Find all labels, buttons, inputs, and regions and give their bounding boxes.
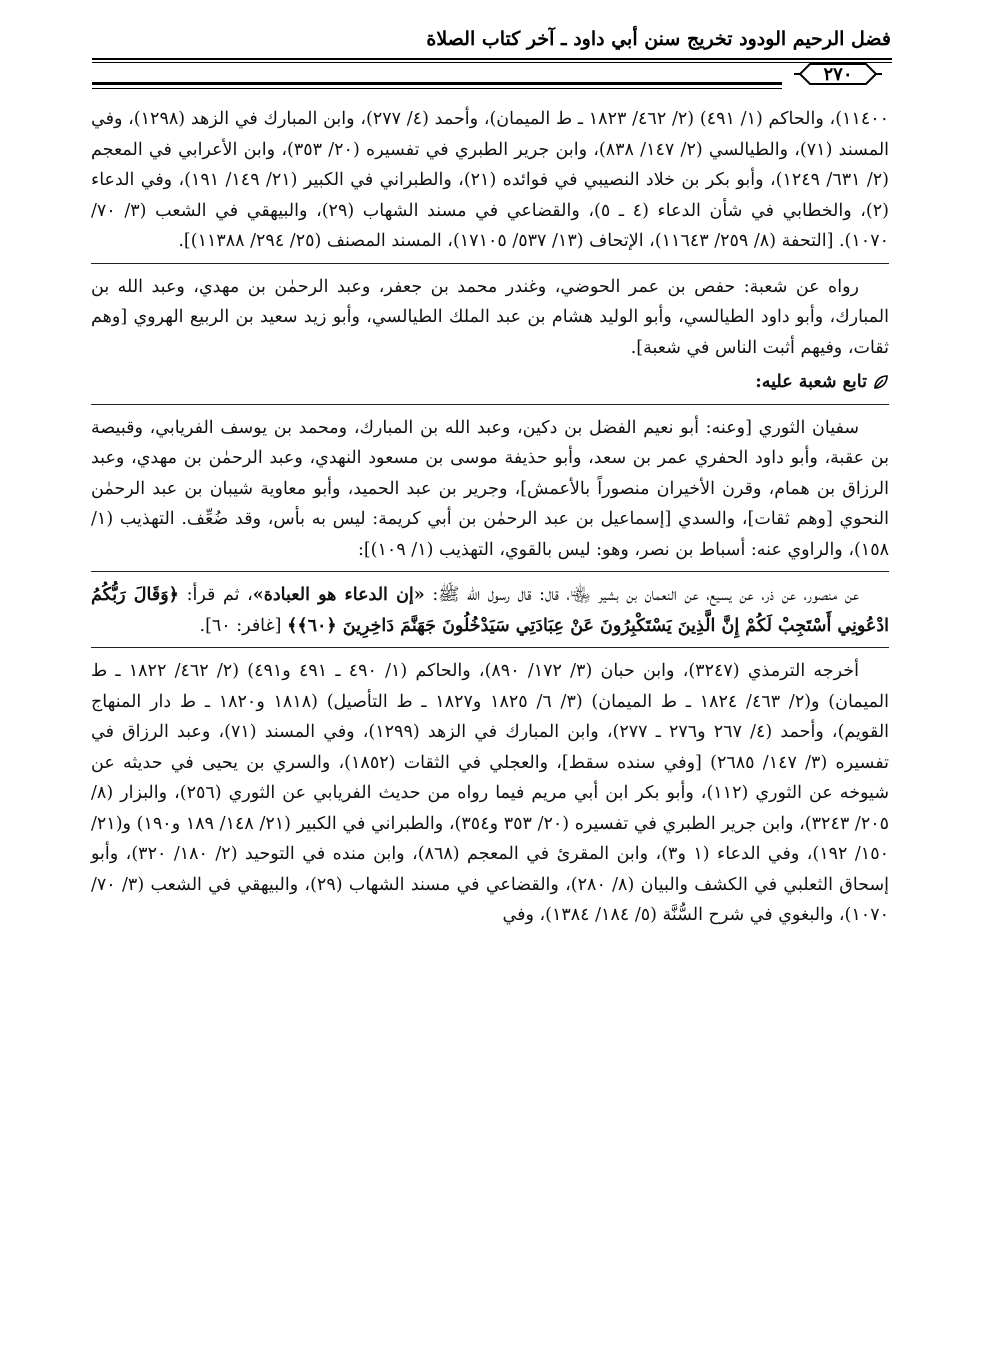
paragraph-sources-1: ١١٤٠٠)، والحاكم (١/ ٤٩١) (٢/ ٤٦٢/ ١٨٢٣ ـ ط الميمان)، وأحمد (٤/ ٢٧٧)، وابن المبارك في الزهد (١٢٩٨)، وفي المسند (٧١)، والطيالسي (٢/ ١٤٧/ ٨٣٨)، وابن جرير الطبري في تفسيره (٢٠/ ٣٥٣)، وابن الأعرابي في المعجم (٢/ ٦٣١/ ١٢٤٩)، وأبو بكر بن خلاد النصيبي في فوائده (٢١)، والطبراني في الكبير (٢١/ ١٤٩/ ١٩١)، وفي الدعاء (٢)، والخطابي في شأن الدعاء (٤ ـ ٥)، والقضاعي في مسند الشهاب (٢٩)، والبيهقي في الشعب (٣/ ٧٠/ ١٠٧٠). [التحفة (٨/ ٢٥٩/ ١١٦٤٣)، الإتحاف (١٣/ ٥٣٧/ ١٧١٠٥)، المسند المصنف (٢٥/ ٢٩٤/ ١١٣٨٨)]. <box>91 109 890 251</box>
follow-up-heading-text: تابع شعبة عليه: <box>755 372 867 392</box>
quran-verse: ﴿وَقَالَ رَبُّكُمُ ادْعُونِي أَسْتَجِبْ لَكُمْ إِنَّ الَّذِينَ يَسْتَكْبِرُونَ عَنْ عِبَادَتِي سَيَدْخُلُونَ جَهَنَّمَ دَاخِرِينَ ﴿٦٠﴾﴾ <box>91 585 889 636</box>
page-number-badge <box>792 60 884 88</box>
page-number: ٢٧٠ <box>823 63 853 85</box>
running-header-title: فضل الرحيم الودود تخريج سنن أبي داود ـ آخر كتاب الصلاة <box>426 28 891 50</box>
paragraph-sources-2: أخرجه الترمذي (٣٢٤٧)، وابن حبان (٣/ ١٧٢/ ٨٩٠)، والحاكم (١/ ٤٩٠ ـ ٤٩١ و٤٩١) (٢/ ٤٦٢/ ١٨٢٢ ـ ط الميمان) و(٢/ ٤٦٣/ ١٨٢٤ ـ ط الميمان) (٣/ ٦/ ١٨٢٥ و١٨٢٧ ـ ط التأصيل) (١٨١٨ و١٨٢٠ ـ ط دار المنهاج القويم)، وأحمد (٤/ ٢٦٧ و٢٧٦ ـ ٢٧٧)، وابن المبارك في الزهد (١٢٩٩)، وفي المسند (٧١)، وعبد الرزاق في تفسيره (٣/ ١٤٧/ ٢٦٨٥) [وفي سنده سقط]، والعجلي في الثقات (١٨٥٢)، والسري بن يحيى في حديثه عن شيوخه عن الثوري (١١٢)، وأبو بكر ابن أبي مريم فيما رواه من حديث الفريابي عن الثوري (٢٥٦)، والبزار (٨/ ٢٠٥/ ٣٢٤٣)، وابن جرير الطبري في تفسيره (٢٠/ ٣٥٣ و٣٥٤)، والطبراني في الكبير (٢١/ ١٤٨/ ١٨٩ و١٩٠) و(٢١/ ١٥٠/ ١٩٢)، وفي الدعاء (١ و٣)، وابن المقرئ في المعجم (٨٦٨)، وابن منده في التوحيد (٢/ ١٨٠/ ٣٢٠)، وأبو إسحاق الثعلبي في الكشف والبيان (٨/ ٢٨٠)، والقضاعي في مسند الشهاب (٢٩)، والبيهقي في الشعب (٣/ ٧٠/ ١٠٧٠)، والبغوي في شرح السُّنَّة (٥/ ١٨٤/ ١٣٨٤)، وفي <box>91 661 890 925</box>
page-body <box>91 104 889 931</box>
header-rule-thin <box>92 62 892 63</box>
hadith-chain: عن منصور، عن ذر، عن يسيع، عن النعمان بن بشير ﵄، قال: قال رسول الله ﷺ: <box>432 585 859 605</box>
follow-up-heading <box>91 367 889 398</box>
hadith-then-recited: ، ثم قرأ: <box>186 585 253 605</box>
header-rule <box>92 58 892 60</box>
section-divider <box>91 647 889 648</box>
quran-reference: [غافر: ٦٠]. <box>199 615 282 636</box>
section-divider <box>91 571 889 572</box>
header-rule-bottom <box>92 82 782 85</box>
paragraph-narrators: رواه عن شعبة: حفص بن عمر الحوضي، وغندر محمد بن جعفر، وعبد الرحمٰن بن مهدي، وعبد الله بن المبارك، وأبو داود الطيالسي، وأبو الوليد هشام بن عبد الملك الطيالسي، وأبو زيد سعيد بن الربيع الهروي [وهم ثقات، وفيهم أثبت الناس في شعبة]. <box>91 276 889 358</box>
leaf-icon <box>873 374 889 390</box>
paragraph-followers: سفيان الثوري [وعنه: أبو نعيم الفضل بن دكين، وعبد الله بن المبارك، ومحمد بن يوسف الفريابي، وقبيصة بن عقبة، وأبو داود الحفري عمر بن سعد، وأبو حذيفة موسى بن مسعود النهدي، وعبد الرحمٰن بن مهدي، وعبد الرزاق بن همام، وقرن الأخيران منصوراً بالأعمش]، وجرير بن عبد الحميد، وأبو معاوية شيبان بن عبد الرحمٰن النحوي [وهم ثقات]، والسدي [إسماعيل بن عبد الرحمٰن بن أبي كريمة: ليس به بأس، وقد ضُعِّف. التهذيب (١/ ١٥٨)، والراوي عنه: أسباط بن نصر، وهو: ليس بالقوي، التهذيب (١/ ١٠٩)]: <box>91 417 889 560</box>
paragraph-hadith <box>91 580 889 641</box>
hadith-text: «إن الدعاء هو العبادة» <box>252 585 425 605</box>
section-divider <box>91 263 889 264</box>
section-divider <box>91 404 889 405</box>
header-rule-bottom-thin <box>92 88 782 89</box>
